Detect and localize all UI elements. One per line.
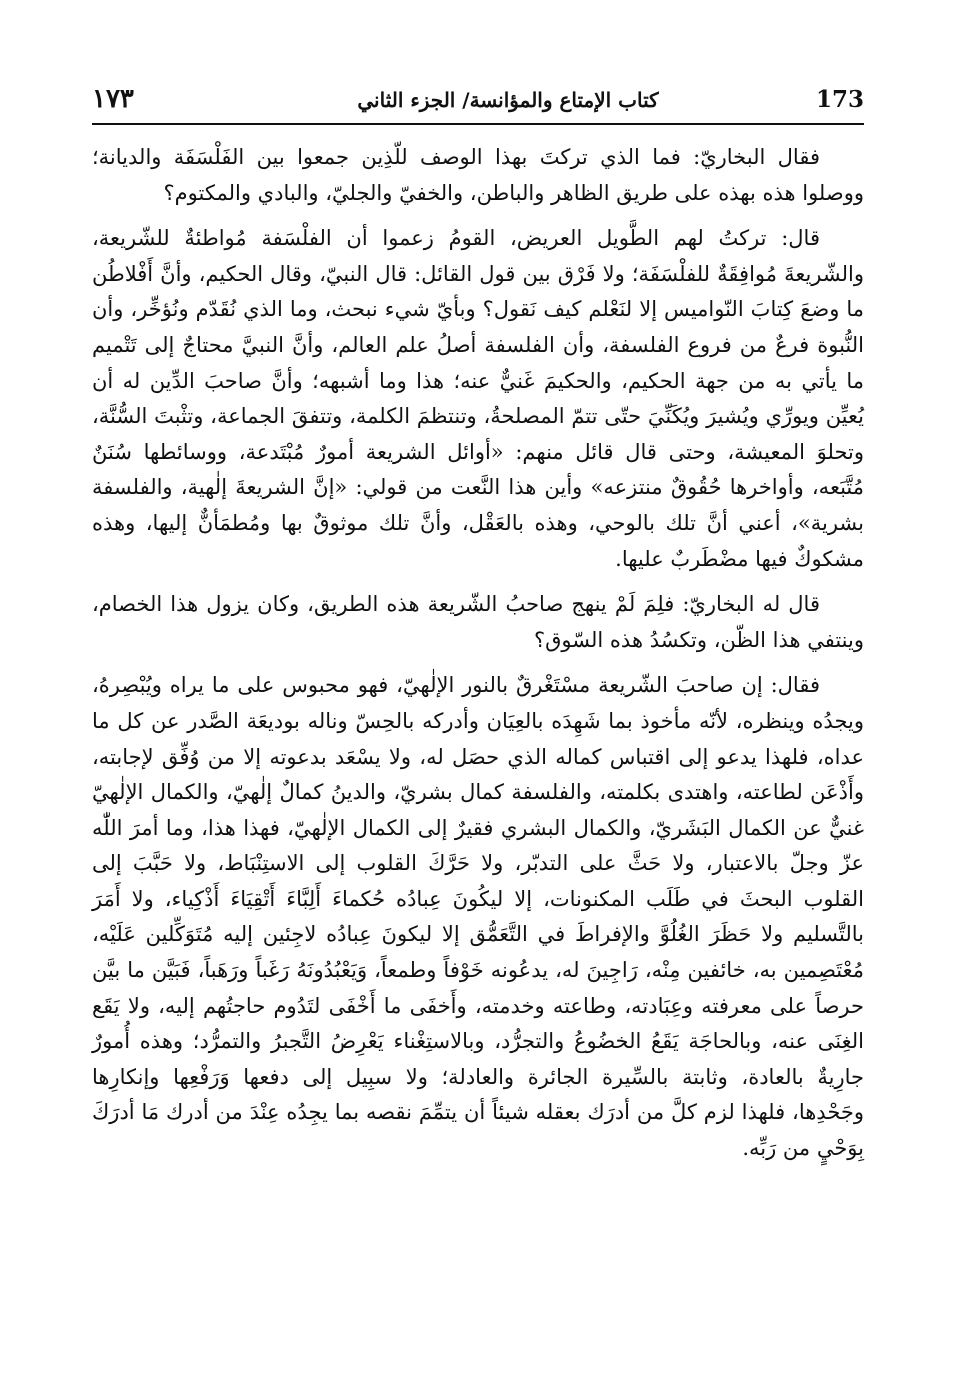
running-title: كتاب الإمتاع والمؤانسة/ الجزء الثاني (357, 88, 659, 112)
paragraph-3: قال له البخاريّ: فلِمَ لَمْ ينهج صاحبُ الشّريعة هذه الطريق، وكان يزول هذا الخصام، وينتفي هذا الظّن، وتكسُدُ هذه السّوق؟ (92, 592, 864, 652)
header-rule (92, 123, 864, 125)
body-text (92, 140, 864, 1177)
page-header (92, 82, 864, 116)
paragraph-4: فقال: إن صاحبَ الشّريعة مسْتَغْرقٌ بالنور الإلٰهيّ، فهو محبوس على ما يراه ويُبْصِرهُ، ويجدُه وينظره، لأنّه مأخوذ بما شَهِدَه بالعِيَان وأدركه بالحِسّ وناله بوديعَة الصَّدر عن كل ما عداه، فلهذا يدعو إلى اقتباس كماله الذي حصَل له، ولا يسْعَد بدعوته إلا من وُفِّق لإجابته، وأَذْعَن لطاعته، واهتدى بكلمته، والفلسفة كمال بشريّ، والدينُ كمالٌ إلٰهيّ، والكمال الإلٰهيّ غنيٌّ عن الكمال البَشَريّ، والكمال البشري فقيرٌ إلى الكمال الإلٰهيّ، فهذا هذا، وما أمرَ اللّٰه عزّ وجلّ بالاعتبار، ولا حَثَّ على التدبّر، ولا حَرَّكَ القلوب إلى الاستِنْبَاط، ولا حَبَّبَ إلى القلوب البحثَ في طَلَب المكنونات، إلا ليكُونَ عِبادُه حُكماءَ أَلِبَّاءَ أَتْقِيَاءَ أَذْكِياء، ولا أَمَرَ بالتَّسليم ولا حَظَرَ الغُلُوَّ والإفراطَ في التَّعَمُّق إلا ليكونَ عِبادُه لاجِئين إليه مُتَوَكِّلين عَلَيْه، مُعْتَصِمين به، خائفين مِنْه، رَاجِينَ له، يدعُونه خَوْفاً وطمعاً، وَيَعْبُدُونَهُ رَغَباً ورَهَباً، فَبَيَّن ما بيَّن حرصاً على معرفته وعِبَادته، وطاعته وخدمته، وأَخفَى ما أَخْفَى لتَدُوم حاجتُهم إليه، ولا يَقَع الغِنَى عنه، وبالحاجَة يَقَعُ الخضُوعُ والتجرُّد، وبالاستِغْناء يَعْرِضُ التَّجبرُ والتمرُّد؛ وهذه أُمورٌ جارِيةٌ بالعادة، وثابتة بالسِّيرة الجائرة والعادلة؛ ولا سبِيل إلى دفعها وَرَفْعِها وإنكارِها وجَحْدِها، فلهذا لزم كلَّ من أدرَك بعقله شيئاً أن يتمِّمَ نقصه بما يجِدُه عِنْدَ من أدرك مَا أدرَكَ بِوَحْيٍ من رَبِّه. (92, 673, 864, 1161)
page-number-arabic: ١٧٣ (92, 84, 134, 114)
paragraph-2: قال: تركتُ لهم الطَّويل العريض، القومُ زعموا أن الفلْسَفة مُواطئةٌ للشّريعة، والشّريعةَ مُوافِقَةٌ للفلْسَفَة؛ ولا فَرْق بين قول القائل: قال النبيّ، وقال الحكيم، وأنَّ أَفْلاطُن ما وضعَ كِتابَ النّواميس إلا لنَعْلم كيف نَقول؟ وبأيّ شيء نبحث، وما الذي نُقَدّم ونُؤخِّر، وأن النُّبوة فرعٌ من فروع الفلسفة، وأن الفلسفة أصلُ علم العالم، وأنَّ النبيَّ محتاجٌ إلى تَتْميم ما يأتي به من جهة الحكيم، والحكيمَ غَنيٌّ عنه؛ هذا وما أشبهه؛ وأنَّ صاحبَ الدِّين له أن يُعيِّن ويورِّي ويُشيرَ ويُكَنِّيَ حتّى تتمّ المصلحةُ، وتنتظمَ الكلمة، وتتفقَ الجماعة، وتثْبتَ السُّنَّة، وتحلوَ المعيشة، وحتى قال قائل منهم: «أوائل الشريعة أمورٌ مُبْتَدعة، ووسائطها سُنَنٌ مُتَّبَعه، وأواخرها حُقُوقٌ منتزعه» وأين هذا النَّعت من قولي: «إنَّ الشريعةَ إلٰهية، والفلسفة بشرية»، أعني أنَّ تلك بالوحي، وهذه بالعَقْل، وأنَّ تلك موثوقٌ بها ومُطمَأنٌّ إليها، وهذه مشكوكٌ فيها مضْطَربٌ عليها. (92, 226, 864, 571)
page-number-latin: 173 (815, 86, 864, 113)
paragraph-1: فقال البخاريّ: فما الذي تركتَ بهذا الوصف للّذِين جمعوا بين الفَلْسَفَة والديانة؛ ووصلوا هذه بهذه على طريق الظاهر والباطن، والخفيّ والجليّ، والبادي والمكتوم؟ (92, 145, 864, 205)
